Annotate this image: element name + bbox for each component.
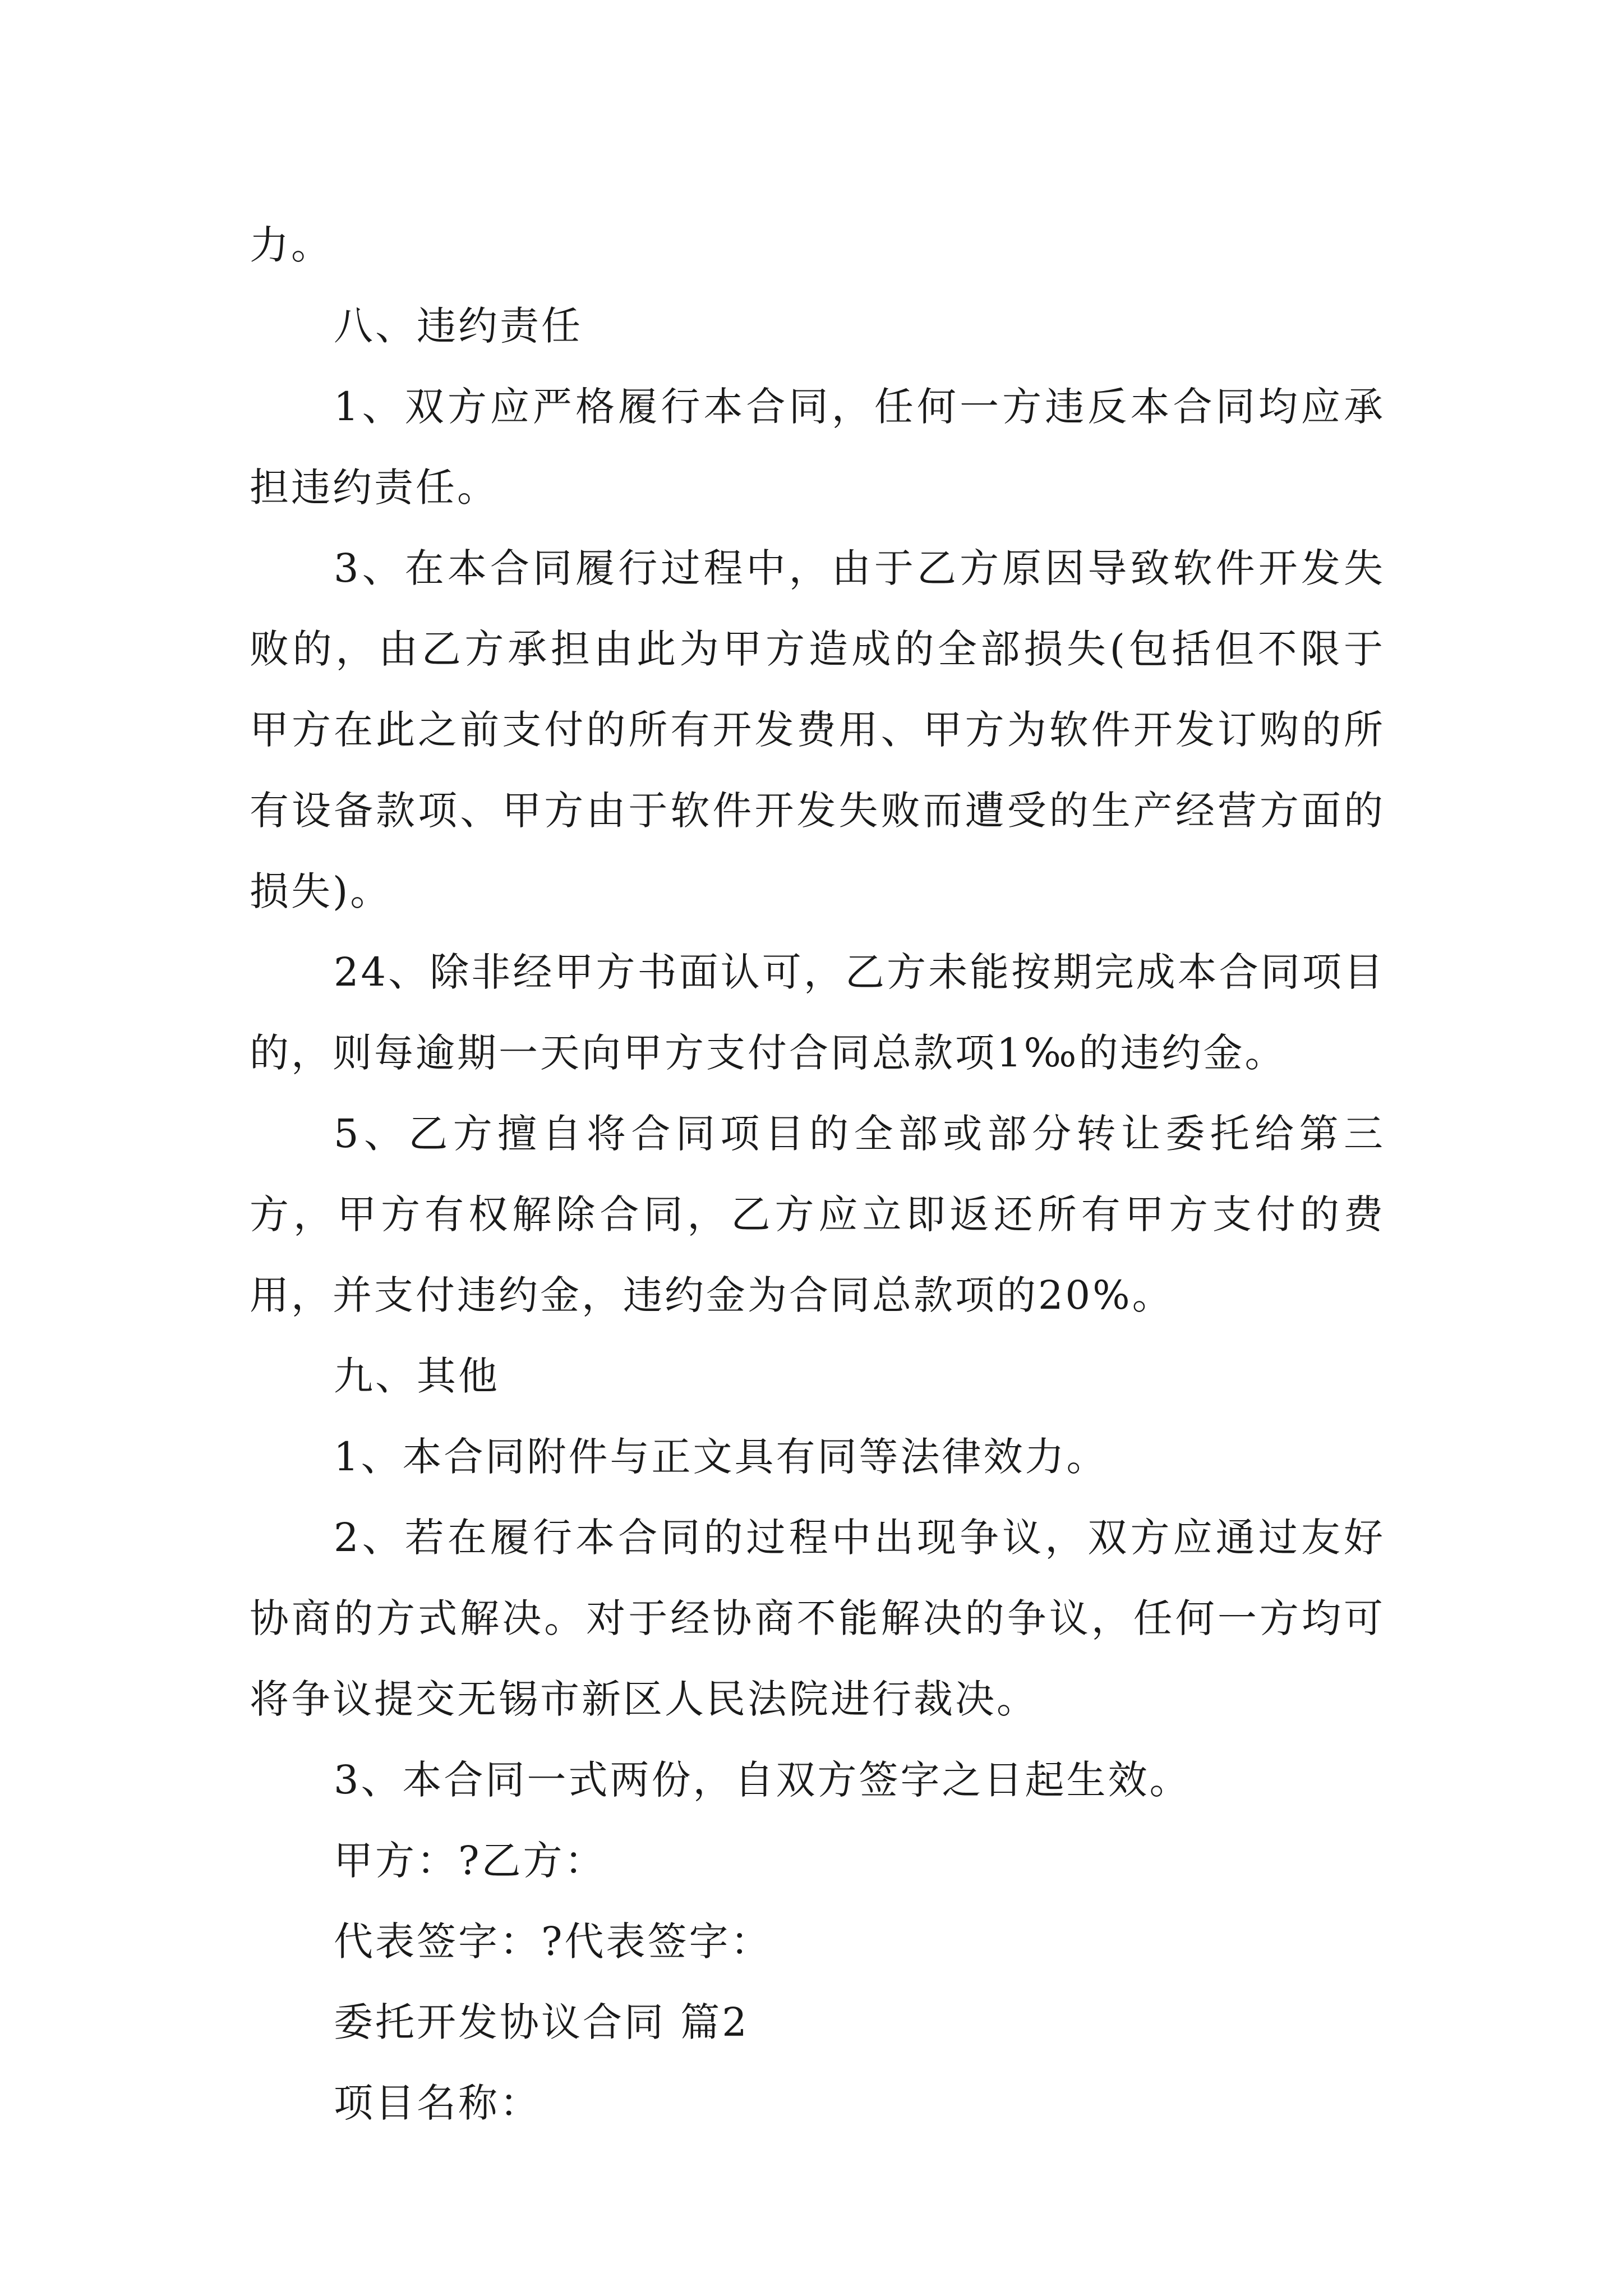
section-heading-breach-liability: 八、违约责任 <box>334 303 583 349</box>
section-heading-other: 九、其他 <box>334 1353 500 1399</box>
clause-8-3: 3、在本合同履行过程中，由于乙方原因导致软件开发失败的，由乙方承担由此为甲方造成的全部损失(包括但不限于甲方在此之前支付的所有开发费用、甲方为软件开发订购的所有设备款项、甲方由于软件开发失败而遭受的生产经营方面的损失)。 <box>250 545 1385 914</box>
project-name-label: 项目名称： <box>334 2080 541 2126</box>
clause-8-5: 5、乙方擅自将合同项目的全部或部分转让委托给第三方，甲方有权解除合同，乙方应立即返还所有甲方支付的费用，并支付违约金，违约金为合同总款项的20%。 <box>250 1111 1385 1318</box>
signature-line: 代表签字：?代表签字： <box>334 1918 772 1964</box>
clause-9-3: 3、本合同一式两份，自双方签字之日起生效。 <box>334 1757 1191 1803</box>
clause-8-1: 1、双方应严格履行本合同，任何一方违反本合同均应承担违约责任。 <box>250 384 1385 510</box>
contract-title-part2: 委托开发协议合同 篇2 <box>334 1999 749 2045</box>
party-line: 甲方：?乙方： <box>334 1838 606 1884</box>
clause-9-1: 1、本合同附件与正文具有同等法律效力。 <box>334 1434 1108 1480</box>
document-body <box>250 205 1385 2143</box>
clause-9-2: 2、若在履行本合同的过程中出现争议，双方应通过友好协商的方式解决。对于经协商不能解决的争议，任何一方均可将争议提交无锡市新区人民法院进行裁决。 <box>250 1515 1385 1722</box>
clause-8-24: 24、除非经甲方书面认可，乙方未能按期完成本合同项目的，则每逾期一天向甲方支付合同总款项1‰的违约金。 <box>250 949 1385 1076</box>
paragraph-continuation: 力。 <box>250 222 333 268</box>
